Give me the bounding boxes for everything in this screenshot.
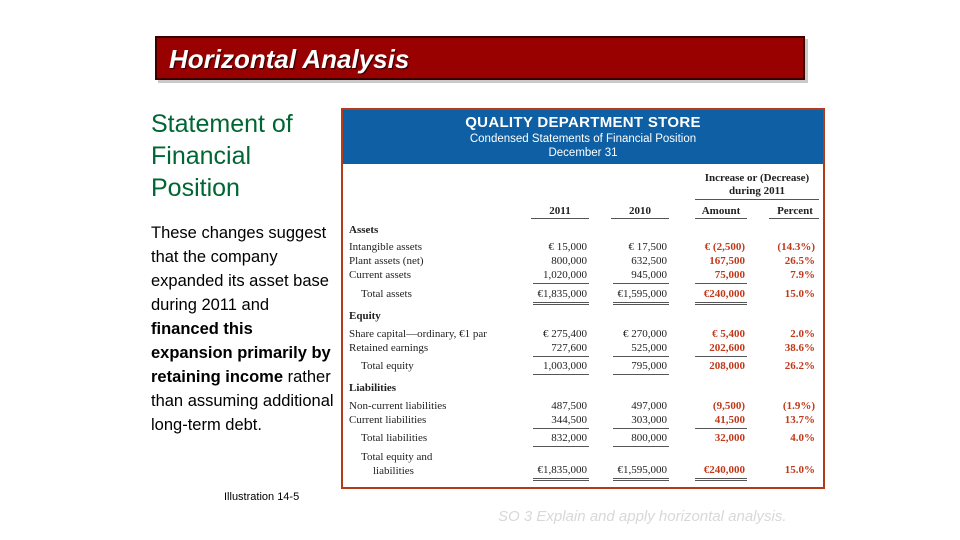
row-label: Current assets [349,269,412,281]
cell-percent: 26.5% [784,255,815,267]
cell-percent: 2.0% [790,328,815,340]
subtotal-rule [533,283,589,284]
subtotal-rule [613,428,669,429]
final-label-line-2: liabilities [373,465,414,477]
cell-2011: 832,000 [551,432,587,444]
row-label: Total liabilities [361,432,428,444]
change-header-rule [695,199,819,200]
cell-2010: €1,595,000 [617,288,667,300]
cell-percent: (1.9%) [782,400,815,412]
cell-2010: 795,000 [631,360,667,372]
statement-subtitle: Condensed Statements of Financial Position [469,133,697,145]
change-header-line-2: during 2011 [729,185,785,197]
cell-2010: €1,595,000 [617,464,667,476]
section-label-equity: Equity [349,310,381,322]
final-row-label [361,450,432,478]
final-label-line-1: Total equity and [361,451,433,463]
cell-2011: 1,003,000 [543,360,587,372]
total-double-rule [613,478,669,481]
illustration-caption: Illustration 14-5 [224,491,300,503]
cell-2010: 945,000 [631,269,667,281]
heading-line-1: Statement of [151,110,293,138]
subtotal-rule [533,428,589,429]
cell-percent: 7.9% [790,269,815,281]
cell-percent: 38.6% [784,342,815,354]
cell-2011: 344,500 [551,414,587,426]
subtotal-rule [613,356,669,357]
cell-amount: 41,500 [714,414,745,426]
subtotal-rule [613,374,669,375]
statement-date: December 31 [548,147,618,159]
col-rule-2010 [611,218,669,219]
col-header-2011: 2011 [549,205,571,217]
subtotal-rule [613,446,669,447]
col-rule-amount [695,218,747,219]
cell-2011: € 275,400 [543,328,587,340]
body-paragraph [151,221,336,437]
row-label: Current liabilities [349,414,427,426]
subtotal-rule [613,283,669,284]
col-rule-percent [769,218,819,219]
cell-amount: € (2,500) [704,241,745,253]
change-header-line-1: Increase or (Decrease) [704,172,810,184]
cell-2011: €1,835,000 [537,288,587,300]
cell-percent: 15.0% [784,464,815,476]
subtotal-rule [533,356,589,357]
section-label-liabilities: Liabilities [349,382,397,394]
row-label: Share capital—ordinary, €1 par [349,328,487,340]
body-text-2: rather than assuming additional long-term debt. [151,368,334,434]
cell-2010: € 17,500 [628,241,667,253]
cell-2010: 800,000 [631,432,667,444]
cell-2010: 497,000 [631,400,667,412]
cell-2011: 727,600 [551,342,587,354]
cell-2011: 487,500 [551,400,587,412]
total-double-rule [695,302,747,305]
cell-2011: € 15,000 [548,241,587,253]
subtotal-rule [695,428,747,429]
change-header [693,172,821,198]
subtotal-rule [533,446,589,447]
row-label: Plant assets (net) [349,255,424,267]
cell-percent: 13.7% [784,414,815,426]
row-label: Intangible assets [349,241,423,253]
cell-2010: 632,500 [631,255,667,267]
col-header-amount: Amount [701,205,741,217]
cell-2011: 1,020,000 [543,269,587,281]
cell-amount: 208,000 [709,360,745,372]
cell-2010: € 270,000 [623,328,667,340]
total-double-rule [533,302,589,305]
row-label: Total equity [361,360,414,372]
row-label: Non-current liabilities [349,400,447,412]
cell-amount: € 5,400 [712,328,745,340]
body-text-1: These changes suggest that the company expanded its asset base during 2011 and [151,224,329,314]
row-label: Total assets [361,288,412,300]
section-label-assets: Assets [349,224,379,236]
col-header-percent: Percent [777,205,813,217]
cell-2011: 800,000 [551,255,587,267]
total-double-rule [613,302,669,305]
cell-percent: 15.0% [784,288,815,300]
financial-statement-panel [341,108,825,489]
row-label: Retained earnings [349,342,429,354]
total-double-rule [533,478,589,481]
subtotal-rule [695,283,747,284]
cell-amount: €240,000 [703,464,745,476]
section-heading [151,108,336,204]
cell-2010: 525,000 [631,342,667,354]
col-header-2010: 2010 [629,205,651,217]
cell-amount: 32,000 [714,432,745,444]
company-name: QUALITY DEPARTMENT STORE [465,114,701,131]
subtotal-rule [533,374,589,375]
total-double-rule [695,478,747,481]
col-rule-2011 [531,218,589,219]
cell-amount: (9,500) [712,400,745,412]
subtotal-rule [695,356,747,357]
heading-line-2: Financial [151,142,252,170]
cell-amount: 75,000 [714,269,745,281]
cell-percent: (14.3%) [777,241,815,253]
cell-percent: 4.0% [790,432,815,444]
body-text-emphasis: financed this expansion primarily by retaining income [151,320,331,386]
slide-title-bar [155,36,805,80]
heading-line-3: Position [151,174,240,202]
cell-percent: 26.2% [784,360,815,372]
cell-2011: €1,835,000 [537,464,587,476]
slide-footer: SO 3 Explain and apply horizontal analysis. [498,508,787,525]
cell-2010: 303,000 [631,414,667,426]
cell-amount: €240,000 [703,288,745,300]
cell-amount: 167,500 [709,255,745,267]
slide-title: Horizontal Analysis [169,44,410,74]
cell-amount: 202,600 [709,342,745,354]
statement-header [343,110,823,164]
